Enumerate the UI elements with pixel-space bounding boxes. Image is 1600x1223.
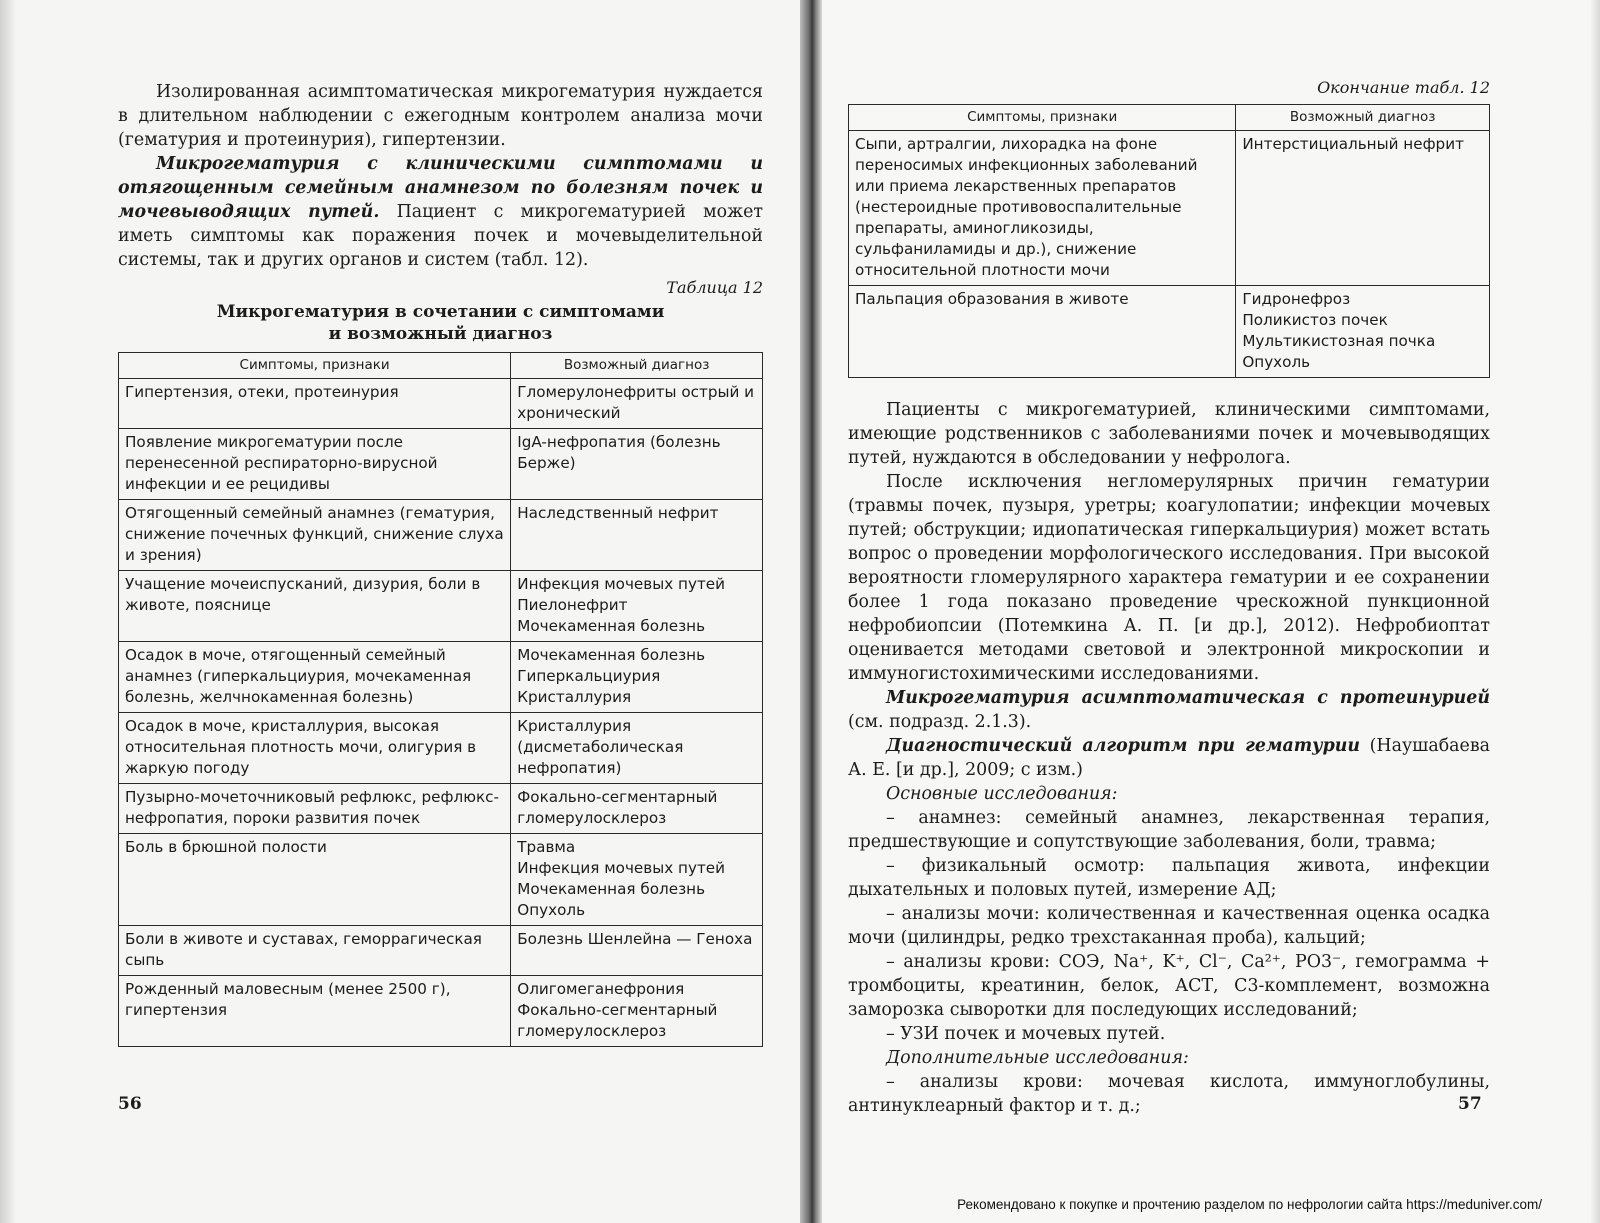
diagnosis-cell [511, 834, 763, 926]
diagnosis-item: Мочекаменная болезнь [517, 617, 706, 635]
symptoms-diagnosis-table-continued [848, 104, 1490, 378]
paragraph-asymptomatic [848, 686, 1490, 734]
table-title-line1: Микрогематурия в сочетании с симптомами [216, 302, 665, 322]
diagnosis-item: Интерстициальный нефрит [1242, 135, 1464, 153]
diagnosis-cell [511, 642, 763, 713]
symptoms-cell: Рожденный маловесным (менее 2500 г), гипертензия [119, 976, 511, 1047]
extra-studies-list [848, 1070, 1490, 1118]
symptoms-cell: Боль в брюшной полости [119, 834, 511, 926]
table-row [119, 429, 763, 500]
table-header-row [849, 105, 1490, 131]
diagnosis-cell [511, 784, 763, 834]
diagnosis-item: Травма [517, 838, 576, 856]
section-heading: Микрогематурия с клиническими симптомами и отягощенным семейным анамнезом по болезням почек и мочевыводящих путей. [118, 154, 763, 222]
symptoms-cell: Сыпи, артралгии, лихорадка на фоне переносимых инфекционных заболеваний или приема лекарственных препаратов (нестероидные противовоспалительные препараты, аминогликозиды, сульфаниламиды и др.), снижение относительной плотности мочи [849, 131, 1236, 286]
symptoms-cell: Появление микрогематурии после перенесенной респираторно-вирусной инфекции и ее рецидивы [119, 429, 511, 500]
symptoms-cell: Пузырно-мочеточниковый рефлюкс, рефлюкс-нефропатия, пороки развития почек [119, 784, 511, 834]
diagnosis-item: Мочекаменная болезнь [517, 646, 706, 664]
symptoms-cell: Отягощенный семейный анамнез (гематурия, снижение почечных функций, снижение слуха и зрения) [119, 500, 511, 571]
diagnosis-item: Болезнь Шенлейна — Геноха [517, 930, 753, 948]
symptoms-cell: Осадок в моче, отягощенный семейный анамнез (гиперкальциурия, мочекаменная болезнь, желчнокаменная болезнь) [119, 642, 511, 713]
diagnosis-cell [1236, 131, 1490, 286]
basic-studies-list [848, 806, 1490, 1046]
table-row [119, 379, 763, 429]
diagnosis-item: IgA-нефропатия (болезнь Берже) [517, 433, 721, 472]
diagnosis-cell [511, 976, 763, 1047]
algorithm-heading: Диагностический алгоритм при гематурии [886, 736, 1361, 756]
table-row [849, 286, 1490, 378]
basic-studies-label: Основные исследования: [886, 784, 1118, 804]
table-row [849, 131, 1490, 286]
diagnosis-cell [511, 713, 763, 784]
section-paragraph [118, 152, 763, 272]
page-number-right: 57 [1458, 1094, 1482, 1114]
paragraph-algorithm [848, 734, 1490, 782]
table-row [119, 926, 763, 976]
diagnosis-item: Опухоль [517, 901, 586, 919]
diagnosis-item: Гломерулонефриты острый и хронический [517, 383, 755, 422]
diagnosis-item: Фокально-сегментарный гломерулосклероз [517, 1001, 718, 1040]
page-number-left: 56 [118, 1094, 142, 1114]
diagnosis-item: Гидронефроз [1242, 290, 1351, 308]
col-header-diagnosis: Возможный диагноз [511, 353, 763, 379]
intro-paragraph: Изолированная асимптоматическая микрогематурия нуждается в длительном наблюдении с ежегодным контролем анализа мочи (гематурия и протеинурия), гипертензии. [118, 82, 763, 150]
diagnosis-item: Инфекция мочевых путей [517, 575, 726, 593]
symptoms-cell: Пальпация образования в животе [849, 286, 1236, 378]
table-row [119, 500, 763, 571]
footer-recommendation: Рекомендовано к покупке и прочтению разделом по нефрологии сайта https://meduniver.com/ [957, 1197, 1542, 1212]
table-header-row [119, 353, 763, 379]
extra-studies-label: Дополнительные исследования: [886, 1048, 1189, 1068]
asymptomatic-heading: Микрогематурия асимптоматическая с протеинурией [886, 688, 1490, 708]
diagnosis-item: Поликистоз почек [1242, 311, 1388, 329]
diagnosis-item: Кристаллурия (дисметаболическая нефропатия) [517, 717, 684, 777]
table-row [119, 642, 763, 713]
diagnosis-item: Мочекаменная болезнь [517, 880, 706, 898]
list-item: – анализы крови: мочевая кислота, иммуноглобулины, антинуклеарный фактор и т. д.; [848, 1072, 1490, 1116]
table-row [119, 834, 763, 926]
table-title-line2: и возможный диагноз [328, 324, 553, 344]
table-label: Таблица 12 [666, 278, 763, 297]
asymptomatic-ref: (см. подразд. 2.1.3). [848, 712, 1032, 732]
diagnosis-item: Фокально-сегментарный гломерулосклероз [517, 788, 718, 827]
diagnosis-cell [511, 571, 763, 642]
diagnosis-item: Олигомеганефрония [517, 980, 685, 998]
diagnosis-item: Кристаллурия [517, 688, 632, 706]
list-item: – УЗИ почек и мочевых путей. [886, 1024, 1166, 1044]
book-gutter [800, 0, 822, 1223]
paragraph-patients: Пациенты с микрогематурией, клиническими симптомами, имеющие родственников с заболеваниями почек и мочевыводящих путей, нуждаются в обследовании у нефролога. [848, 400, 1490, 468]
diagnosis-item: Наследственный нефрит [517, 504, 719, 522]
diagnosis-cell [511, 379, 763, 429]
symptoms-diagnosis-table [118, 352, 763, 1047]
table-title [118, 301, 763, 345]
right-page [810, 0, 1600, 1223]
table-row [119, 571, 763, 642]
diagnosis-cell [511, 926, 763, 976]
list-item: – анамнез: семейный анамнез, лекарственная терапия, предшествующие и сопутствующие заболевания, боли, травма; [848, 808, 1490, 852]
diagnosis-item: Пиелонефрит [517, 596, 628, 614]
diagnosis-item: Мультикистозная почка [1242, 332, 1436, 350]
table-continued-label: Окончание табл. 12 [1317, 78, 1490, 97]
col-header-diagnosis: Возможный диагноз [1236, 105, 1490, 131]
symptoms-cell: Гипертензия, отеки, протеинурия [119, 379, 511, 429]
diagnosis-cell [1236, 286, 1490, 378]
list-item: – физикальный осмотр: пальпация живота, инфекции дыхательных и половых путей, измерение АД; [848, 856, 1490, 900]
paragraph-morphology: После исключения негломерулярных причин гематурии (травмы почек, пузыря, уретры; коагулопатии; инфекции мочевых путей; обструкции; идиопатическая гиперкальциурия) может встать вопрос о проведении морфологического исследования. При высокой вероятности гломерулярного характера гематурии и ее сохранении более 1 года показано проведение чрескожной пункционной нефробиопсии (Потемкина А. П. [и др.], 2012). Нефробиоптат оценивается методами световой и электронной микроскопии и иммуногистохимическими исследованиями. [848, 472, 1490, 684]
table-row [119, 713, 763, 784]
table-row [119, 784, 763, 834]
symptoms-cell: Учащение мочеиспусканий, дизурия, боли в животе, пояснице [119, 571, 511, 642]
diagnosis-cell [511, 429, 763, 500]
col-header-symptoms: Симптомы, признаки [849, 105, 1236, 131]
list-item: – анализы мочи: количественная и качественная оценка осадка мочи (цилиндры, редко трехстаканная проба), кальций; [848, 904, 1490, 948]
diagnosis-item: Опухоль [1242, 353, 1311, 371]
algorithm-ref: (Наушабаева А. Е. [и др.], 2009; с изм.) [848, 736, 1490, 780]
symptoms-cell: Боли в животе и суставах, геморрагическая сыпь [119, 926, 511, 976]
diagnosis-cell [511, 500, 763, 571]
table-row [119, 976, 763, 1047]
list-item: – анализы крови: СОЭ, Na⁺, K⁺, Cl⁻, Ca²⁺, PO3⁻, гемограмма + тромбоциты, креатинин, белок, АСТ, С3-комплемент, возможна заморозка сыворотки для последующих исследований; [848, 952, 1490, 1020]
diagnosis-item: Инфекция мочевых путей [517, 859, 726, 877]
col-header-symptoms: Симптомы, признаки [119, 353, 511, 379]
diagnosis-item: Гиперкальциурия [517, 667, 661, 685]
symptoms-cell: Осадок в моче, кристаллурия, высокая относительная плотность мочи, олигурия в жаркую погоду [119, 713, 511, 784]
section-text: Пациент с микрогематурией может иметь симптомы как поражения почек и мочевыделительной системы, так и других органов и систем (табл. 12). [118, 202, 764, 270]
